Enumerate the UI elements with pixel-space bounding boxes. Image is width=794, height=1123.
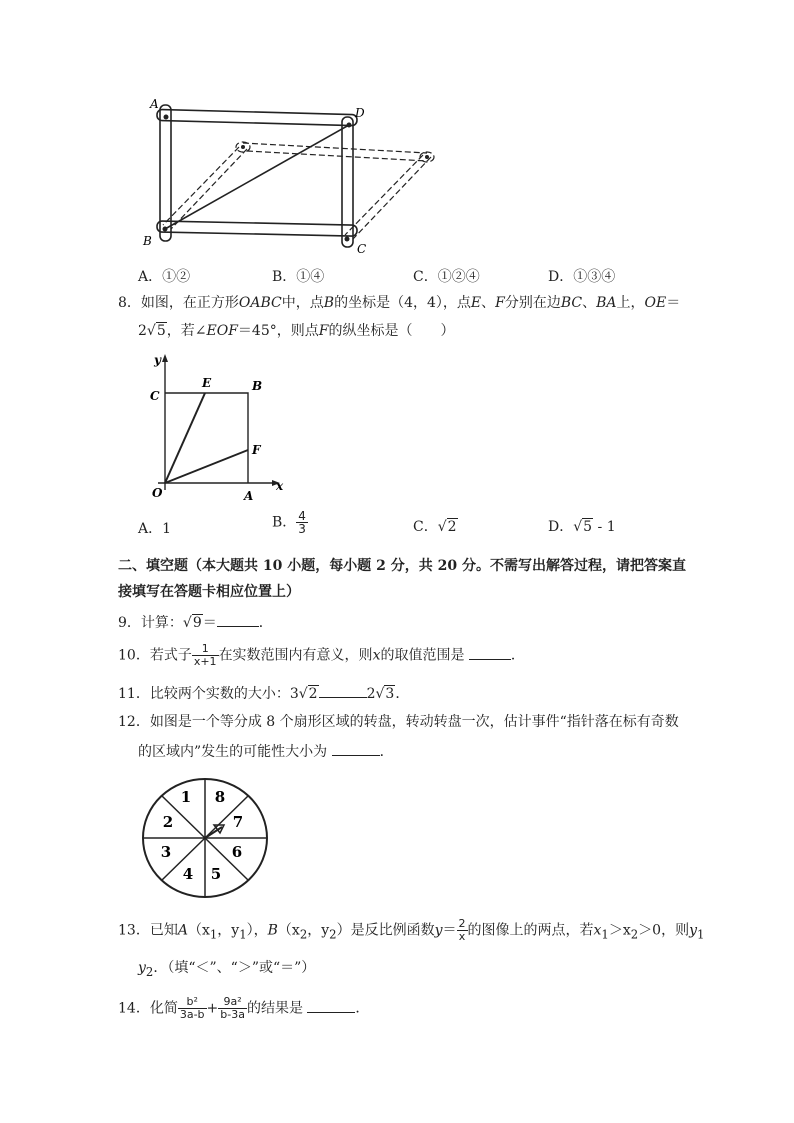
q8-label-b: B: [252, 379, 263, 393]
q7-label-c: C: [357, 242, 367, 256]
q8-label-o: O: [152, 486, 163, 500]
q8-line2: 2√5，若∠EOF＝45°，则点F的纵坐标是（ ）: [138, 323, 455, 339]
q14: 14．化简 $\frac{\text{b²}}{3a-b}$ + $\frac{\text{9a²}}{b-3a}$ 的结果是 ．: [118, 995, 370, 1021]
section2-heading-line1: 二、填空题（本大题共 10 小题，每小题 2 分，共 20 分。不需写出解答过程，请把答案直: [118, 558, 686, 574]
sector-8: 8: [214, 788, 226, 806]
q12-answer-blank[interactable]: [332, 741, 380, 756]
sector-7: 7: [232, 813, 244, 831]
q7-label-d: D: [355, 106, 365, 120]
q8-label-y: y: [154, 353, 161, 367]
q12-line2: 的区域内”发生的可能性大小为 ．: [138, 741, 394, 762]
q7-option-a: A．①②: [138, 269, 191, 285]
sector-5: 5: [210, 865, 222, 883]
q7-diagonal: [165, 125, 349, 229]
sector-6: 6: [231, 843, 243, 861]
q10-answer-blank[interactable]: [469, 645, 511, 660]
sector-1: 1: [180, 788, 192, 806]
q13-line2: $y_2$．（填“＜”、“＞”或“＝”）: [138, 960, 316, 979]
q9-answer-blank[interactable]: [217, 612, 259, 627]
sqrt-5: √5: [146, 323, 166, 339]
q14-answer-blank[interactable]: [307, 998, 355, 1013]
q7-label-a: A: [150, 97, 159, 111]
sector-2: 2: [162, 813, 174, 831]
q8-label-x: x: [276, 479, 284, 493]
q9: 9．计算：√9＝ ．: [118, 612, 273, 633]
q12-line1: 12．如图是一个等分成 8 个扇形区域的转盘，转动转盘一次，估计事件“指针落在标有奇数: [118, 714, 679, 730]
q8-option-b: B． $\frac{4}{3}$: [272, 509, 306, 536]
q8-figure: [140, 350, 290, 505]
q7-bar-right: [342, 117, 353, 247]
q11: 11．比较两个实数的大小：3√2 2√3．: [118, 683, 409, 704]
q8-label-a: A: [244, 489, 254, 503]
q7-option-c: C．①②④: [413, 269, 480, 285]
q8-line1: 8．如图，在正方形OABC中，点B的坐标是（4，4），点E、F分别在边BC、BA上，OE＝: [118, 295, 681, 311]
q8-label-c: C: [150, 389, 160, 403]
sector-4: 4: [182, 865, 194, 883]
q8-option-c: C．√2: [413, 519, 457, 535]
q8-option-a: A．1: [138, 521, 172, 537]
q12-spinner: [138, 775, 272, 905]
q13-line1: 13．已知$A(x_1$，$y_1$），$B(x_2$，$y_2$）是反比例函数y＝ $\frac{2}{x}$ 的图像上的两点，若$x_1>x_2>0$，则$y_1$: [118, 917, 705, 943]
q7-option-d: D．①③④: [548, 269, 616, 285]
q10: 10．若式子 $\frac{1}{x+1}$ 在实数范围内有意义，则x的取值范围是 ．: [118, 642, 525, 668]
q7-figure: [135, 95, 445, 260]
q8-option-d: D．√5 - 1: [548, 519, 616, 535]
q8-label-e: E: [202, 376, 212, 390]
section2-heading-line2: 接填写在答题卡相应位置上）: [118, 584, 300, 600]
q7-label-b: B: [143, 234, 152, 248]
q7-bar-bottom: [157, 221, 357, 236]
q8-square: [165, 393, 248, 483]
q7-option-b: B．①④: [272, 269, 325, 285]
q11-answer-blank[interactable]: [319, 683, 367, 698]
sector-3: 3: [160, 843, 172, 861]
q7-bar-top: [157, 109, 357, 125]
q8-label-f: F: [252, 443, 261, 457]
